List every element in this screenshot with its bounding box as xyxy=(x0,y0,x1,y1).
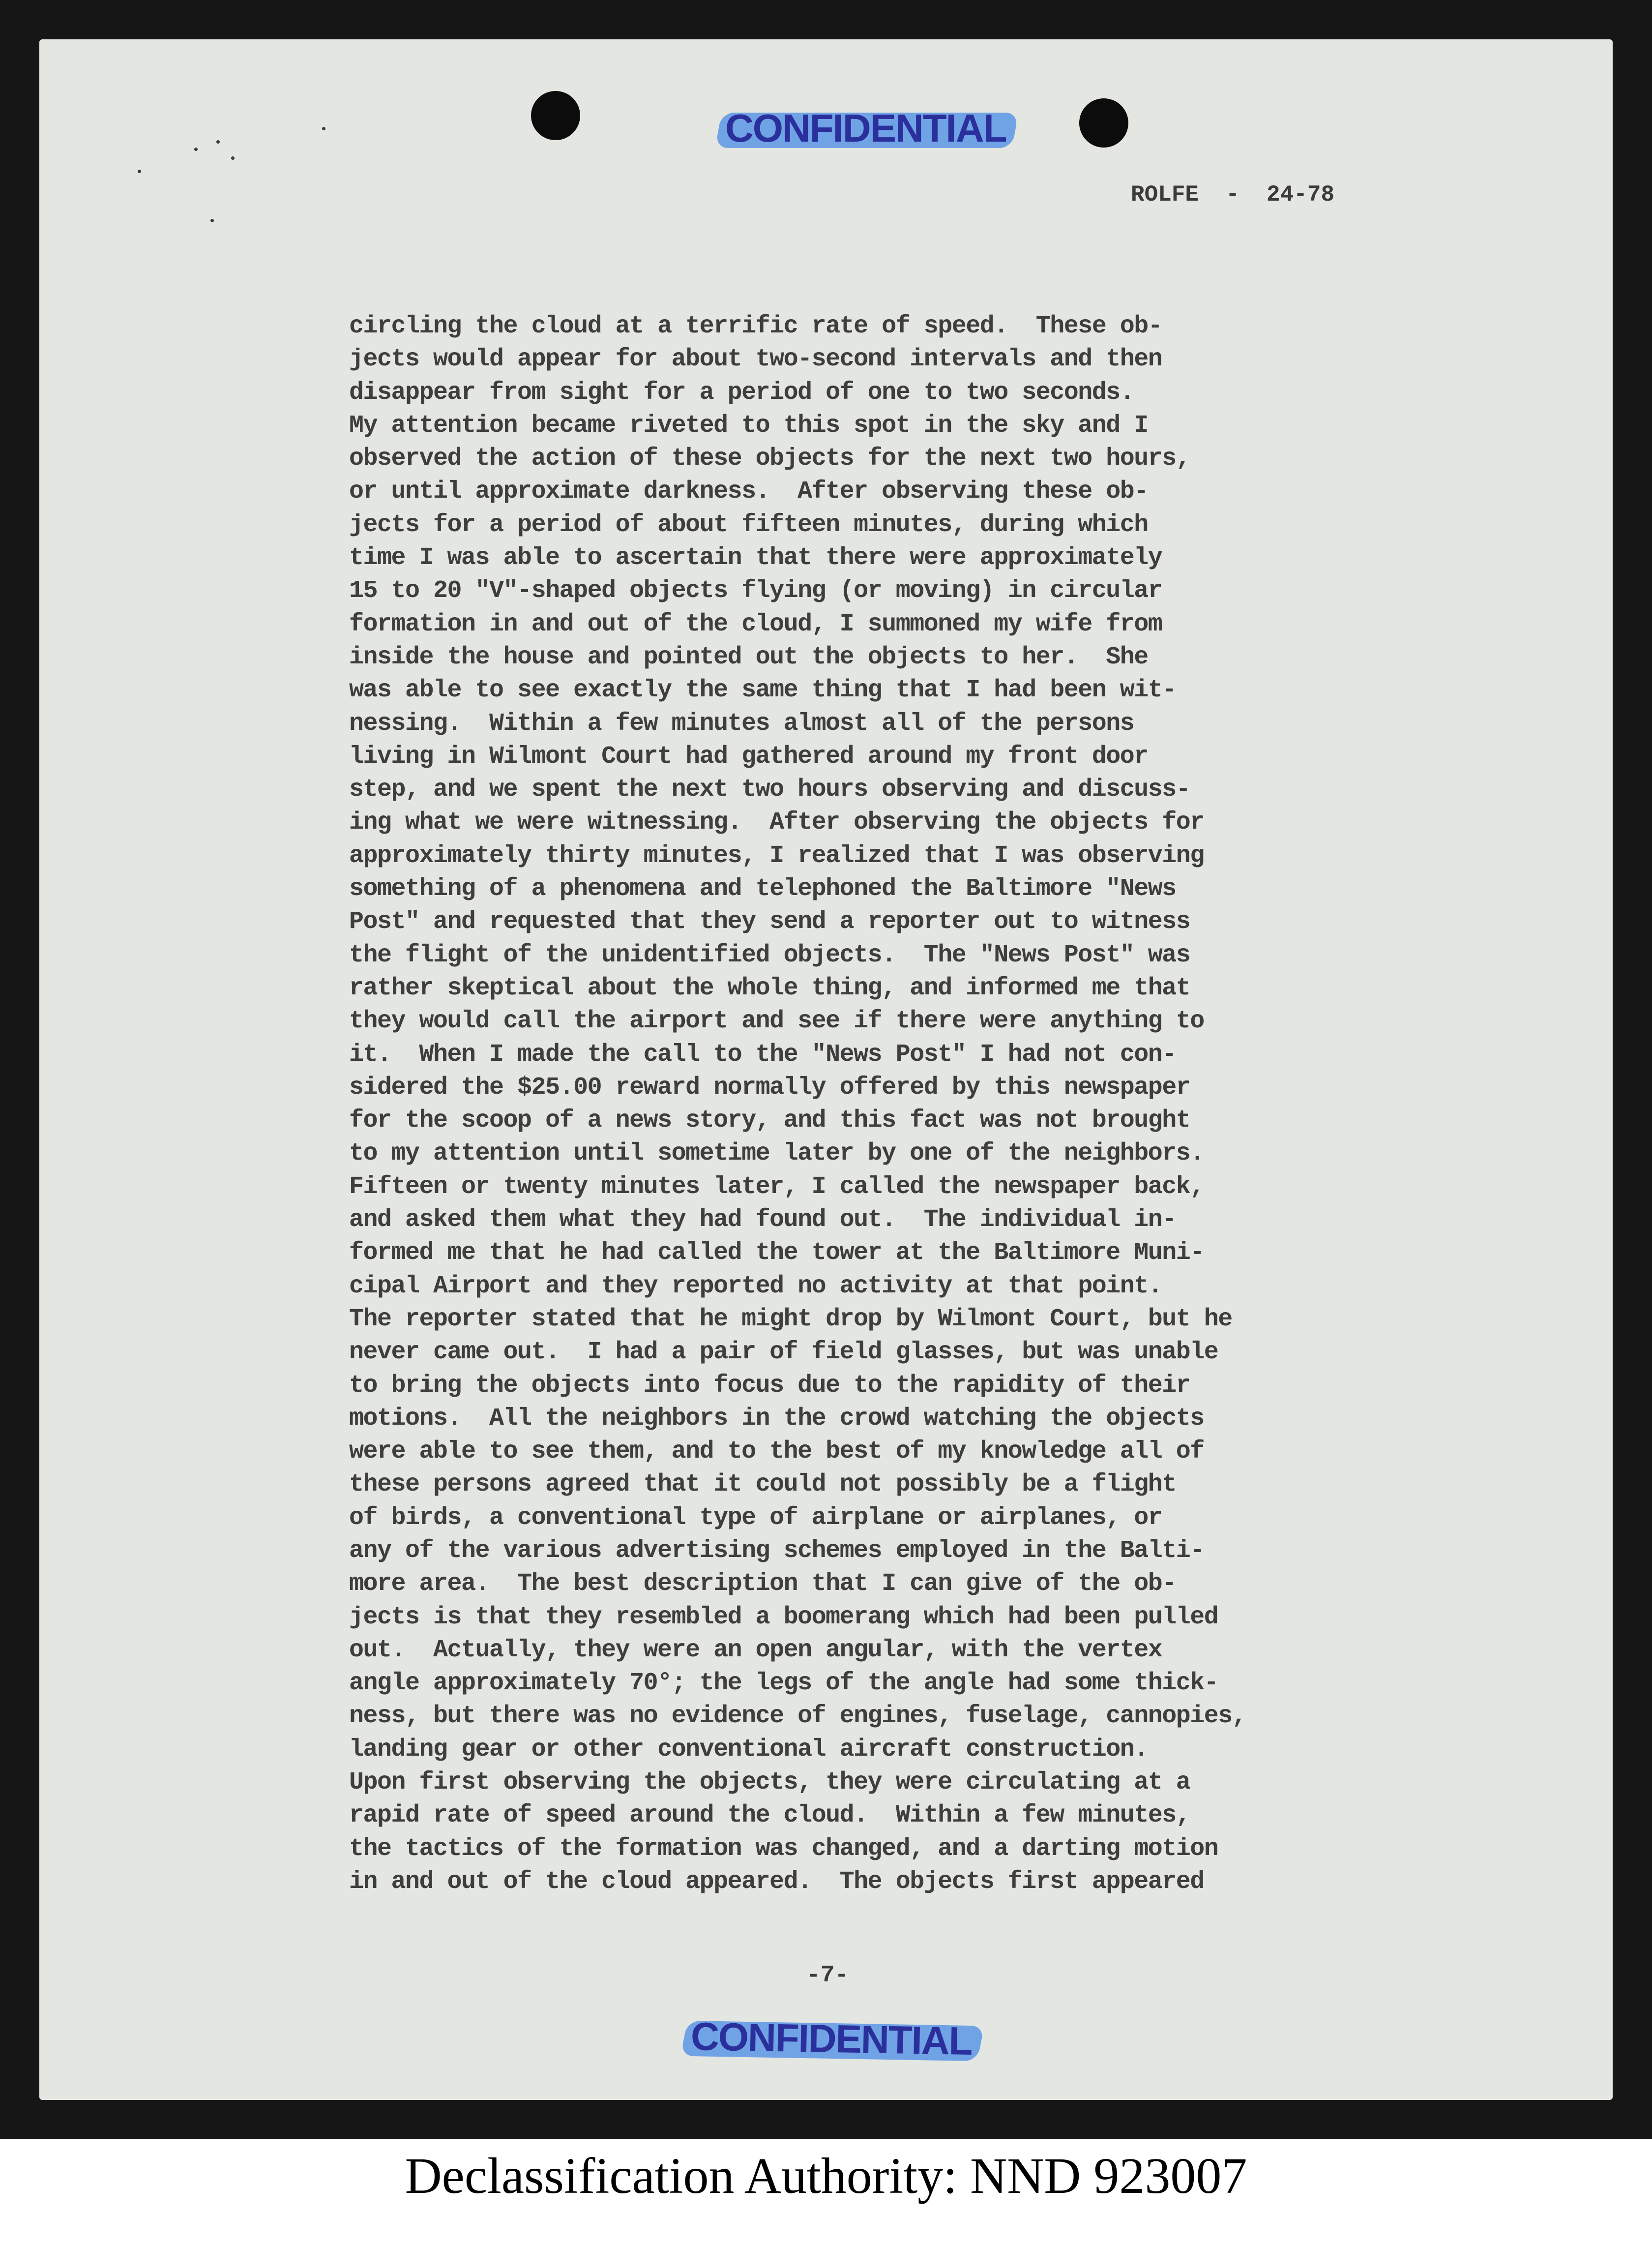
punch-hole-left xyxy=(531,91,580,140)
text-line: approximately thirty minutes, I realized that I was observing xyxy=(349,841,1204,870)
text-line: more area. The best description that I can give of the ob- xyxy=(349,1570,1176,1598)
text-line: it. When I made the call to the "News Post" I had not con- xyxy=(349,1040,1176,1069)
confidential-stamp-bottom xyxy=(690,2014,972,2064)
text-line: of birds, a conventional type of airplane or airplanes, or xyxy=(349,1503,1162,1532)
text-line: 15 to 20 "V"-shaped objects flying (or moving) in circular xyxy=(349,577,1162,605)
text-line: in and out of the cloud appeared. The objects first appeared xyxy=(349,1867,1204,1896)
text-line: motions. All the neighbors in the crowd watching the objects xyxy=(349,1404,1204,1433)
text-line: Post" and requested that they send a reporter out to witness xyxy=(349,908,1190,936)
document-reference: ROLFE - 24-78 xyxy=(1131,182,1335,208)
text-line: circling the cloud at a terrific rate of speed. These ob- xyxy=(349,312,1162,340)
text-line: or until approximate darkness. After observing these ob- xyxy=(349,478,1148,506)
text-line: jects is that they resembled a boomerang which had been pulled xyxy=(349,1603,1218,1631)
speck xyxy=(231,156,235,160)
text-line: observed the action of these objects for the next two hours, xyxy=(349,445,1190,473)
text-line: and asked them what they had found out. The individual in- xyxy=(349,1206,1176,1234)
text-line: landing gear or other conventional aircraft construction. xyxy=(349,1735,1148,1764)
text-line: My attention became riveted to this spot in the sky and I xyxy=(349,411,1148,440)
text-line: the flight of the unidentified objects. The "News Post" was xyxy=(349,941,1190,969)
speck xyxy=(210,219,214,222)
text-line: any of the various advertising schemes employed in the Balti- xyxy=(349,1536,1204,1565)
text-line: they would call the airport and see if there were anything to xyxy=(349,1007,1204,1036)
speck xyxy=(138,170,141,173)
text-line: these persons agreed that it could not possibly be a flight xyxy=(349,1470,1176,1499)
punch-hole-right xyxy=(1079,98,1128,148)
text-line: were able to see them, and to the best of my knowledge all of xyxy=(349,1437,1204,1466)
text-line: rather skeptical about the whole thing, and informed me that xyxy=(349,974,1190,1002)
text-line: never came out. I had a pair of field glasses, but was unable xyxy=(349,1338,1218,1367)
text-line: to bring the objects into focus due to the rapidity of their xyxy=(349,1371,1190,1400)
text-line: jects would appear for about two-second intervals and then xyxy=(349,345,1162,374)
text-line: Fifteen or twenty minutes later, I called the newspaper back, xyxy=(349,1172,1204,1201)
text-line: inside the house and pointed out the objects to her. She xyxy=(349,643,1148,671)
speck xyxy=(194,148,198,151)
declassification-authority: Declassification Authority: NND 923007 xyxy=(405,2148,1247,2204)
text-line: formed me that he had called the tower at the Baltimore Muni- xyxy=(349,1239,1204,1267)
body-text xyxy=(349,310,1450,1898)
text-line: jects for a period of about fifteen minutes, during which xyxy=(349,510,1148,539)
speck xyxy=(216,140,220,144)
text-line: sidered the $25.00 reward normally offered by this newspaper xyxy=(349,1073,1190,1102)
text-line: rapid rate of speed around the cloud. Within a few minutes, xyxy=(349,1801,1190,1830)
text-line: The reporter stated that he might drop by Wilmont Court, but he xyxy=(349,1305,1232,1333)
text-line: formation in and out of the cloud, I summoned my wife from xyxy=(349,610,1162,638)
text-line: for the scoop of a news story, and this fact was not brought xyxy=(349,1107,1190,1135)
text-line: living in Wilmont Court had gathered around my front door xyxy=(349,742,1148,771)
confidential-stamp-top xyxy=(725,106,1006,151)
speck xyxy=(322,127,325,130)
text-line: step, and we spent the next two hours observing and discuss- xyxy=(349,776,1190,804)
text-line: ing what we were witnessing. After observing the objects for xyxy=(349,808,1204,837)
text-line: out. Actually, they were an open angular, with the vertex xyxy=(349,1636,1162,1664)
text-line: to my attention until sometime later by one of the neighbors. xyxy=(349,1139,1204,1168)
text-line: something of a phenomena and telephoned the Baltimore "News xyxy=(349,875,1176,903)
stamp-text: CONFIDENTIAL xyxy=(725,106,1006,150)
text-line: angle approximately 70°; the legs of the angle had some thick- xyxy=(349,1669,1218,1698)
text-line: time I was able to ascertain that there were approximately xyxy=(349,544,1162,572)
text-line: Upon first observing the objects, they were circulating at a xyxy=(349,1768,1190,1797)
text-line: was able to see exactly the same thing that I had been wit- xyxy=(349,676,1176,705)
text-line: nessing. Within a few minutes almost all of the persons xyxy=(349,709,1134,738)
text-line: cipal Airport and they reported no activity at that point. xyxy=(349,1272,1162,1300)
text-line: disappear from sight for a period of one to two seconds. xyxy=(349,378,1134,407)
text-line: ness, but there was no evidence of engines, fuselage, cannopies, xyxy=(349,1702,1246,1731)
text-line: the tactics of the formation was changed, and a darting motion xyxy=(349,1834,1218,1863)
page-number: -7- xyxy=(806,1962,849,1989)
stamp-text: CONFIDENTIAL xyxy=(690,2014,973,2063)
